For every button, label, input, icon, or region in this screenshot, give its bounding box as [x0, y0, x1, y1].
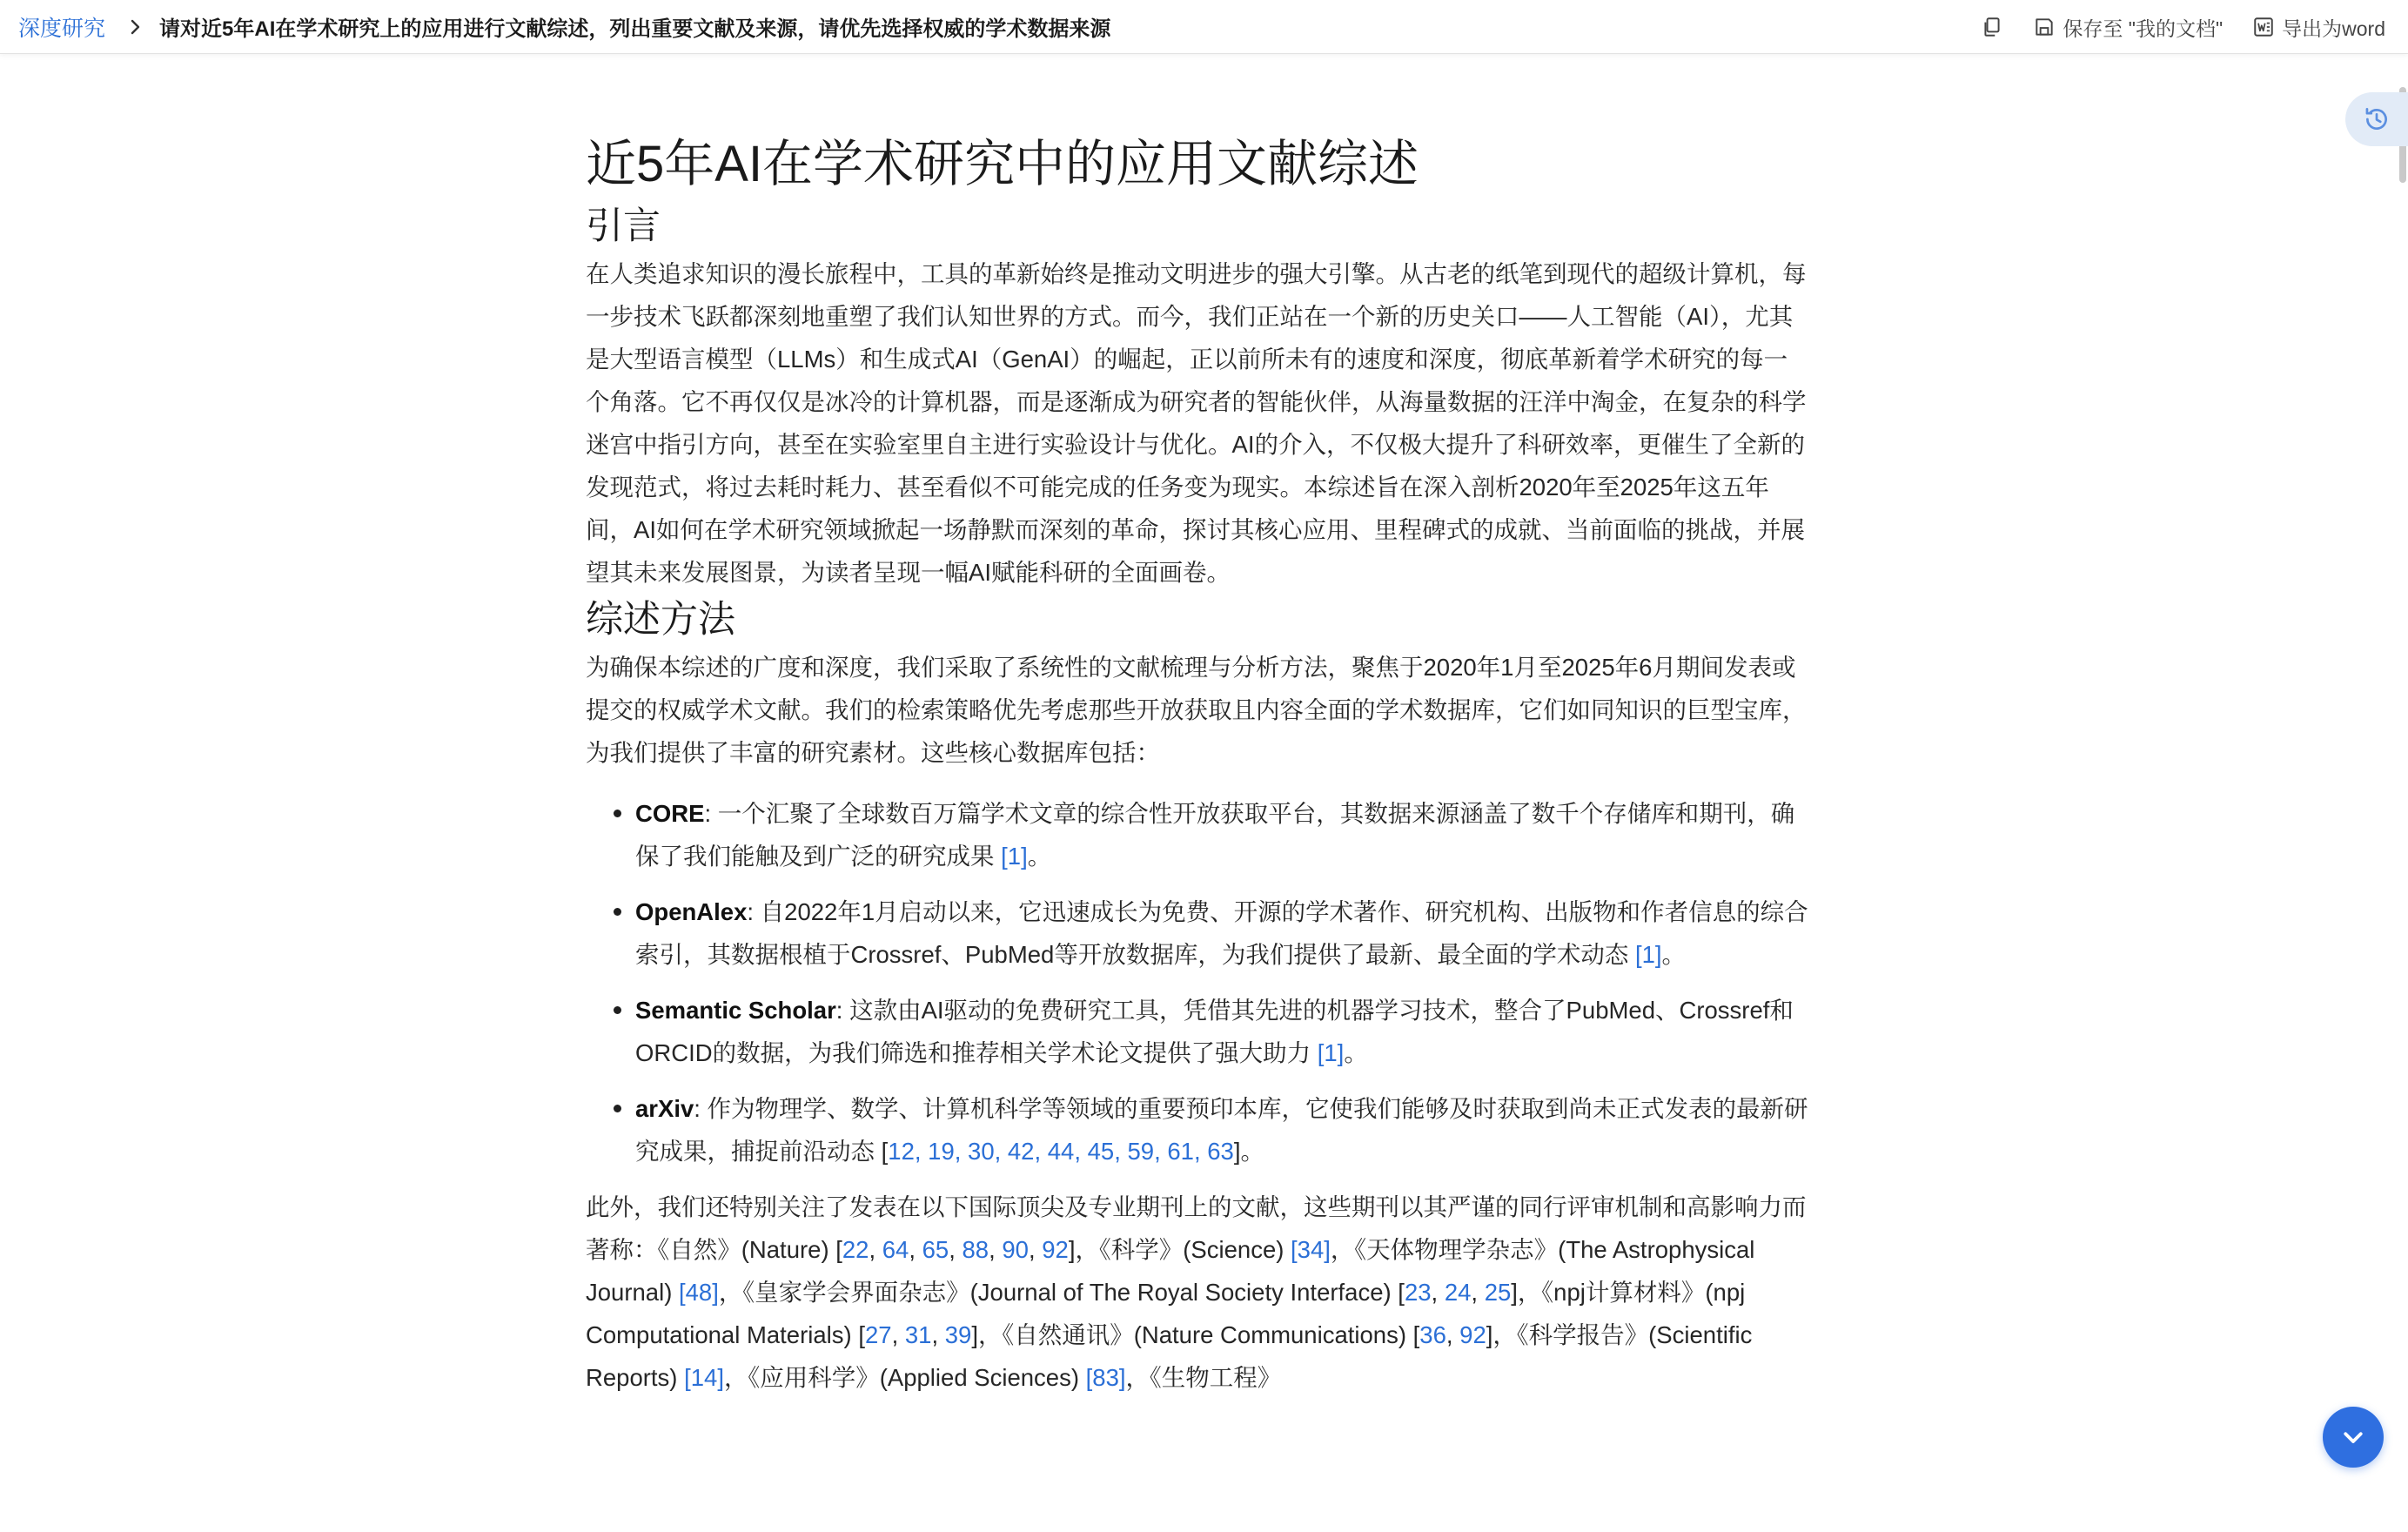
citation-link[interactable]: [83] [1085, 1364, 1126, 1391]
citation-link[interactable]: 24 [1444, 1279, 1472, 1306]
journal-name: 《皇家学会界面杂志》(Journal of The Royal Society Interface) [742, 1279, 1392, 1306]
punct: 。 [1344, 1039, 1368, 1066]
database-name: OpenAlex [635, 898, 748, 925]
list-item [635, 989, 1811, 1074]
list-item [635, 1087, 1811, 1173]
citation-link[interactable]: 88 [962, 1236, 989, 1263]
journal-name: 《天体物理学杂志》(The Astrophysical Journal) [586, 1236, 1755, 1306]
database-desc: : 这款由AI驱动的免费研究工具，凭借其先进的机器学习技术，整合了PubMed、Crossref和ORCID的数据，为我们筛选和推荐相关学术论文提供了强大助力 [635, 997, 1794, 1066]
chevron-down-icon [2340, 1424, 2366, 1450]
citation-link[interactable]: 65 [922, 1236, 949, 1263]
scroll-down-button[interactable] [2323, 1407, 2384, 1468]
intro-paragraph: 在人类追求知识的漫长旅程中，工具的革新始终是推动文明进步的强大引擎。从古老的纸笔到现代的超级计算机，每一步技术飞跃都深刻地重塑了我们认知世界的方式。而今，我们正站在一个新的历史关口——人工智能（AI），尤其是大型语言模型（LLMs）和生成式AI（GenAI）的崛起，正以前所未有的速度和深度，彻底革新着学术研究的每一个角落。它不再仅仅是冰冷的计算机器，而是逐渐成为研究者的智能伙伴，从海量数据的汪洋中淘金，在复杂的科学迷宫中指引方向，甚至在实验室里自主进行实验设计与优化。AI的介入，不仅极大提升了科研效率，更催生了全新的发现范式，将过去耗时耗力、甚至看似不可能完成的任务变为现实。本综述旨在深入剖析2020年至2025年这五年间，AI如何在学术研究领域掀起一场静默而深刻的革命，探讨其核心应用、里程碑式的成就、当前面临的挑战，并展望其未来发展图景，为读者呈现一幅AI赋能科研的全面画卷。 [586, 260, 1807, 586]
history-button[interactable] [2345, 92, 2408, 146]
database-name: CORE [635, 800, 705, 827]
citation-link[interactable]: [1] [1001, 843, 1028, 870]
article-body [586, 129, 1811, 1399]
database-desc: : 作为物理学、数学、计算机科学等领域的重要预印本库，它使我们能够及时获取到尚未正式发表的最新研究成果，捕捉前沿动态 [ [635, 1095, 1808, 1165]
journal-name: 《自然》(Nature) [657, 1236, 829, 1263]
citation-link[interactable]: [1] [1317, 1039, 1345, 1066]
journal-name: 《应用科学》(Applied Sciences) [748, 1364, 1079, 1391]
journal-name: 《自然通讯》(Nature Communications) [1002, 1321, 1406, 1348]
citation-link[interactable]: 22 [842, 1236, 869, 1263]
page-title: 请对近5年AI在学术研究上的应用进行文献综述，列出重要文献及来源，请优先选择权威的学术数据来源 [159, 17, 1111, 41]
citation-link[interactable]: 23 [1404, 1279, 1432, 1306]
citation-link[interactable]: 39 [944, 1321, 972, 1348]
journals-paragraph [586, 1186, 1811, 1399]
citation-link[interactable]: 92 [1042, 1236, 1069, 1263]
method-paragraph: 为确保本综述的广度和深度，我们采取了系统性的文献梳理与分析方法，聚焦于2020年1月至2025年6月期间发表或提交的权威学术文献。我们的检索策略优先考虑那些开放获取且内容全面的学术数据库，它们如同知识的巨型宝库，为我们提供了丰富的研究素材。这些核心数据库包括： [586, 654, 1807, 766]
citation-link[interactable]: 92 [1459, 1321, 1486, 1348]
word-icon [2252, 16, 2275, 38]
punct: 。 [1661, 941, 1687, 968]
save-icon [2033, 16, 2056, 38]
citation-link[interactable]: 64 [882, 1236, 909, 1263]
document-title: 近5年AI在学术研究中的应用文献综述 [586, 136, 1419, 192]
save-label: 保存至 "我的文档" [2063, 17, 2224, 40]
citation-link[interactable]: [48] [679, 1279, 719, 1306]
citation-link[interactable]: 90 [1002, 1236, 1029, 1263]
journal-list: 《自然》(Nature) [22, 64, 65, 88, 90, 92]，《科学》(Science) [34]，《天体物理学杂志》(The Astrophysical Journal) [48]，《皇家学会界面杂志》(Journal of The Royal Society Interface) [23, 24, 25]，《npj计算材料》(npj Computational Materials) [27, 31, 39]，《自然通讯》(Nature Communications) [36, 92]，《科学报告》(Scientific Reports) [14]，《应用科学》(Applied Sciences) [83]，《生物工程》 [586, 1236, 1755, 1391]
citation-link[interactable]: 36 [1419, 1321, 1446, 1348]
section-heading-intro: 引言 [586, 205, 661, 247]
top-bar [0, 0, 2408, 54]
breadcrumb-root-link[interactable]: 深度研究 [18, 16, 106, 41]
save-to-my-docs-button[interactable] [2033, 13, 2223, 42]
citation-link[interactable]: 27 [864, 1321, 892, 1348]
export-label: 导出为word [2282, 17, 2385, 40]
list-item [635, 792, 1811, 877]
database-name: Semantic Scholar [635, 997, 836, 1024]
journal-name: 《生物工程》 [1150, 1364, 1282, 1391]
copy-icon [1981, 16, 2003, 38]
journal-name: 《npj计算材料》(npj Computational Materials) [586, 1279, 1746, 1348]
history-icon [2362, 104, 2391, 134]
citation-link[interactable]: 25 [1484, 1279, 1512, 1306]
database-list [586, 792, 1811, 1173]
export-word-button[interactable] [2252, 13, 2385, 42]
database-desc: : 自2022年1月启动以来，它迅速成长为免费、开源的学术著作、研究机构、出版物和作者信息的综合索引，其数据根植于Crossref、PubMed等开放数据库，为我们提供了最新、最全面的学术动态 [635, 898, 1808, 968]
list-item [635, 890, 1811, 976]
citation-link[interactable]: 12, 19, 30, 42, 44, 45, 59, 61, 63 [888, 1138, 1234, 1165]
journal-name: 《科学》(Science) [1099, 1236, 1284, 1263]
punct: ]。 [1233, 1138, 1264, 1165]
section-heading-method: 综述方法 [586, 599, 735, 641]
database-name: arXiv [635, 1095, 694, 1122]
journal-name: 《科学报告》(Scientific Reports) [586, 1321, 1753, 1391]
copy-button[interactable] [1981, 16, 2003, 38]
database-desc: : 一个汇聚了全球数百万篇学术文章的综合性开放获取平台，其数据来源涵盖了数千个存储库和期刊，确保了我们能触及到广泛的研究成果 [635, 800, 1795, 870]
punct: 。 [1027, 843, 1052, 870]
citation-link[interactable]: 31 [904, 1321, 932, 1348]
citation-link[interactable]: [14] [684, 1364, 724, 1391]
citation-link[interactable]: [1] [1634, 941, 1662, 968]
journals-intro: 此外，我们还特别关注了发表在以下国际顶尖及专业期刊上的文献，这些期刊以其严谨的同行评审机制和高影响力而著称： [586, 1193, 1807, 1263]
chevron-right-icon [124, 17, 145, 37]
citation-link[interactable]: [34] [1291, 1236, 1331, 1263]
toolbar-actions [1951, 0, 2385, 54]
